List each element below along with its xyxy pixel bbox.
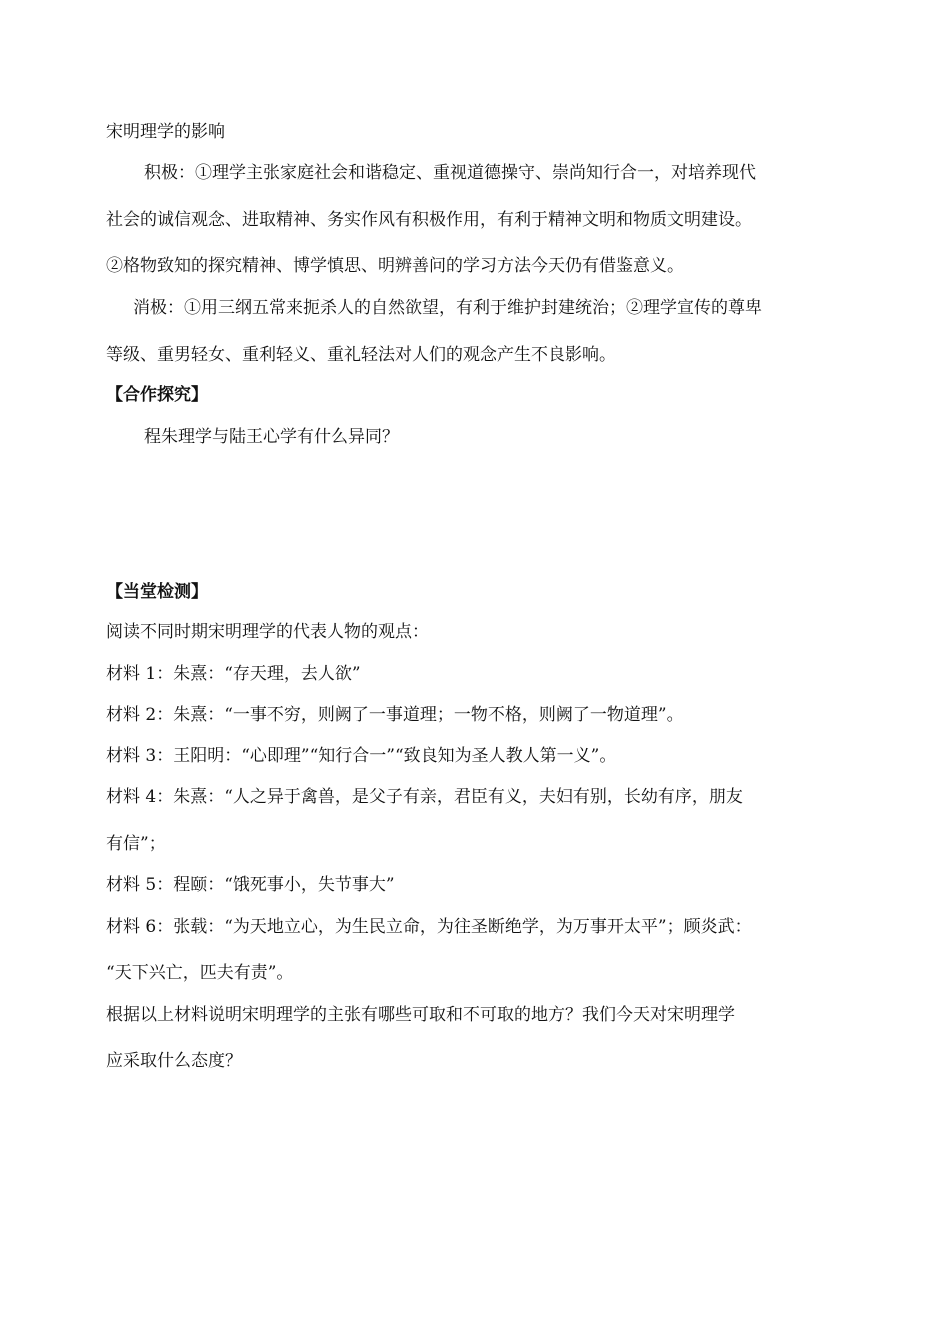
positive-text-line-2: 社会的诚信观念、进取精神、务实作风有积极作用，有利于精神文明和物质文明建设。 xyxy=(106,210,752,230)
test-question-line-1: 根据以上材料说明宋明理学的主张有哪些可取和不可取的地方？我们今天对宋明理学 xyxy=(106,1005,735,1025)
negative-text-line-1: 消极：①用三纲五常来扼杀人的自然欲望，有利于维护封建统治；②理学宣传的尊卑 xyxy=(133,298,762,318)
cooperation-heading: 【合作探究】 xyxy=(106,385,208,405)
material-4-line-2: 有信”； xyxy=(106,834,166,854)
test-heading: 【当堂检测】 xyxy=(106,582,208,602)
material-2: 材料 2：朱熹：“一事不穷，则阙了一事道理；一物不格，则阙了一物道理”。 xyxy=(106,705,684,725)
material-4-line-1: 材料 4：朱熹：“人之异于禽兽，是父子有亲，君臣有义，夫妇有别，长幼有序，朋友 xyxy=(106,787,743,807)
material-6-line-1: 材料 6：张载：“为天地立心，为生民立命，为往圣断绝学，为万事开太平”；顾炎武： xyxy=(106,917,752,937)
material-3: 材料 3：王阳明：“心即理”“知行合一”“致良知为圣人教人第一义”。 xyxy=(106,746,617,766)
test-question-line-2: 应采取什么态度？ xyxy=(106,1051,242,1071)
material-5: 材料 5：程颐：“饿死事小，失节事大” xyxy=(106,875,395,895)
cooperation-question: 程朱理学与陆王心学有什么异同？ xyxy=(144,427,399,447)
material-6-line-2: “天下兴亡，匹夫有责”。 xyxy=(106,963,294,983)
material-1: 材料 1：朱熹：“存天理，去人欲” xyxy=(106,664,361,684)
test-intro: 阅读不同时期宋明理学的代表人物的观点： xyxy=(106,622,429,642)
negative-text-line-2: 等级、重男轻女、重利轻义、重礼轻法对人们的观念产生不良影响。 xyxy=(106,345,616,365)
positive-text-line-3: ②格物致知的探究精神、博学慎思、明辨善问的学习方法今天仍有借鉴意义。 xyxy=(106,256,684,276)
section-title: 宋明理学的影响 xyxy=(106,122,225,142)
positive-text-line-1: 积极：①理学主张家庭社会和谐稳定、重视道德操守、崇尚知行合一，对培养现代 xyxy=(144,163,756,183)
